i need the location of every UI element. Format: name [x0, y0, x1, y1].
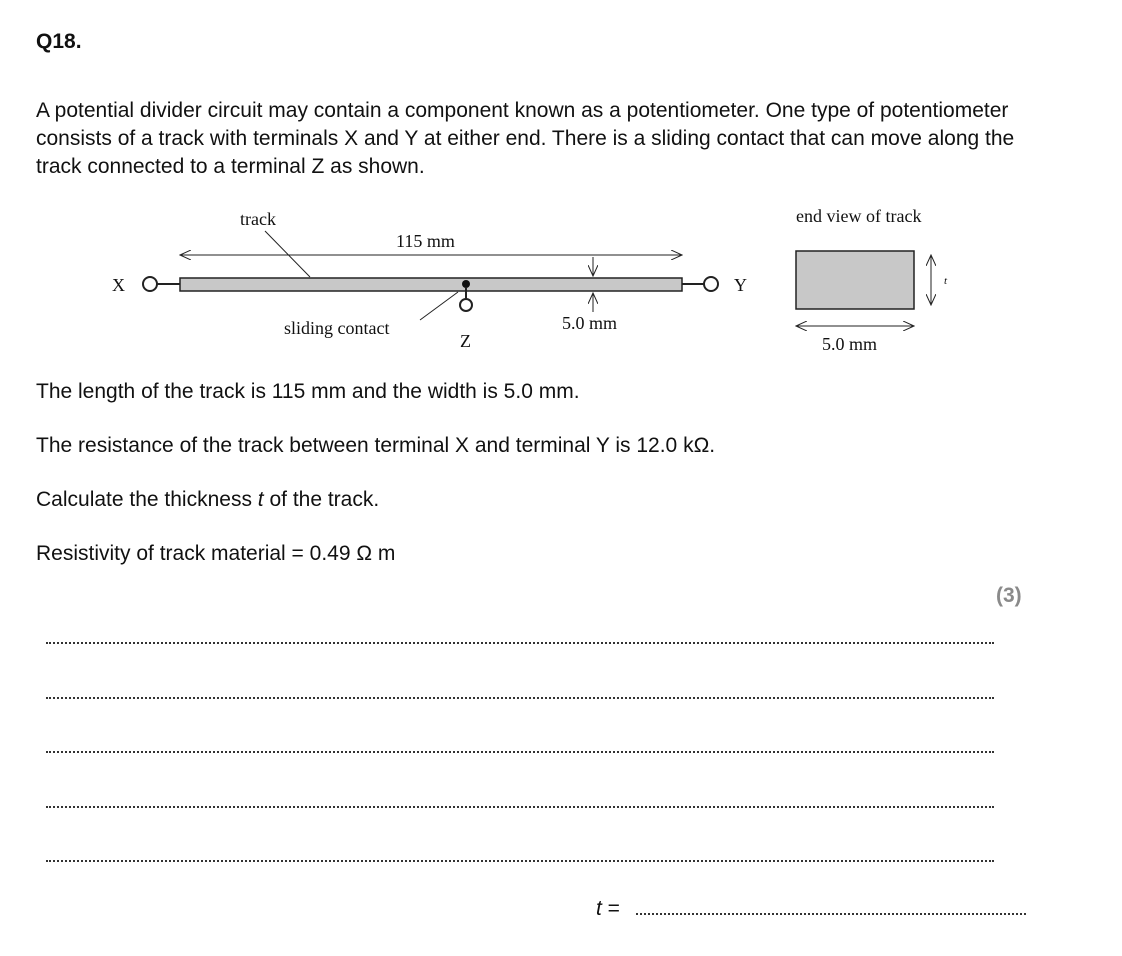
sliding-contact-label: sliding contact: [284, 318, 390, 338]
answer-line-3[interactable]: [46, 751, 994, 753]
terminal-x-icon: [143, 277, 157, 291]
question-intro: A potential divider circuit may contain a component known as a potentiometer. One type of potentiometer consists of a track with terminals X and Y at either end. There is a sliding contact that can move along the track connected to a terminal Z as shown.: [36, 99, 1015, 178]
question-number: Q18.: [36, 30, 82, 53]
sliding-contact-dot: [462, 280, 470, 288]
marks-indicator: (3): [996, 584, 1022, 607]
terminal-y-icon: [704, 277, 718, 291]
calc-variable: t: [257, 488, 264, 511]
resistance-statement: The resistance of the track between terminal X and terminal Y is 12.0 kΩ.: [36, 434, 716, 457]
length-statement: The length of the track is 115 mm and the width is 5.0 mm.: [36, 380, 580, 403]
answer-line-5[interactable]: [46, 860, 994, 862]
end-view-rect: [796, 251, 914, 309]
end-view-width-label: 5.0 mm: [822, 334, 878, 354]
track-leader-line: [265, 231, 310, 277]
terminal-y-label: Y: [734, 275, 747, 295]
answer-variable: t: [596, 897, 602, 920]
end-view-title: end view of track: [796, 206, 922, 226]
sliding-contact-leader: [420, 292, 458, 320]
terminal-x-label: X: [112, 275, 125, 295]
terminal-z-label: Z: [460, 331, 471, 351]
answer-label: [596, 897, 620, 921]
answer-equals: =: [601, 897, 620, 920]
track-label: track: [240, 209, 276, 229]
calc-suffix: of the track.: [263, 488, 380, 511]
track-bar: [180, 278, 682, 291]
potentiometer-diagram: [0, 195, 1122, 365]
answer-line-4[interactable]: [46, 806, 994, 808]
calc-prefix: Calculate the thickness: [36, 488, 258, 511]
final-answer-line[interactable]: [636, 913, 1026, 915]
length-label: 115 mm: [396, 231, 455, 251]
answer-line-2[interactable]: [46, 697, 994, 699]
width-label: 5.0 mm: [562, 313, 618, 333]
answer-line-1[interactable]: [46, 642, 994, 644]
calculate-instruction: [36, 488, 379, 512]
terminal-z-icon: [460, 299, 472, 311]
resistivity-statement: Resistivity of track material = 0.49 Ω m: [36, 542, 396, 565]
thickness-label: t: [944, 275, 948, 287]
